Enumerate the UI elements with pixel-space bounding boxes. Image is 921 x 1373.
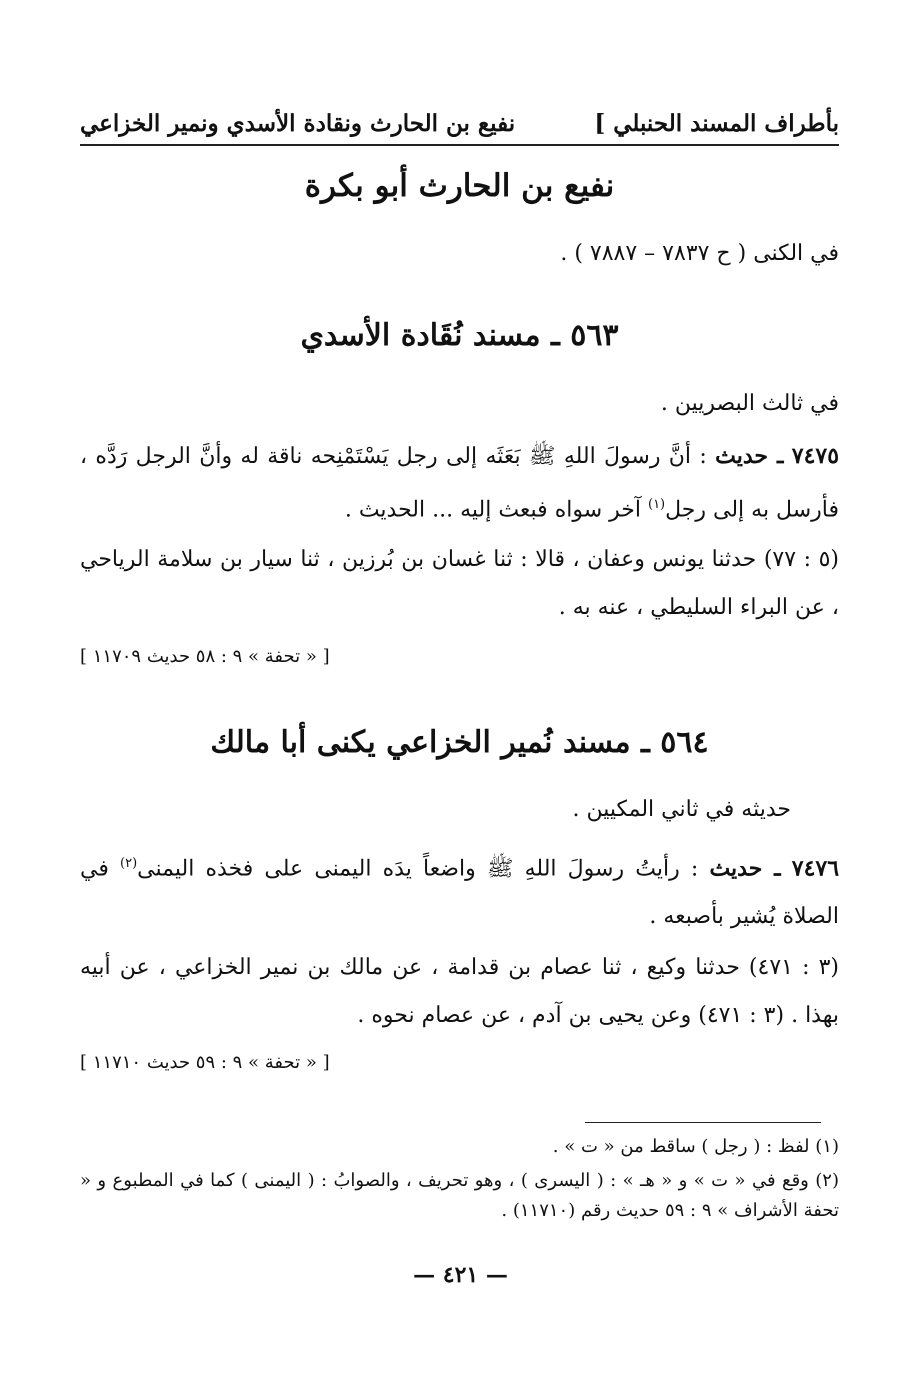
header-book-title: بأطراف المسند الحنبلي ]: [594, 110, 839, 137]
isnad-7475: (٥ : ٧٧) حدثنا يونس وعفان ، قالا : ثنا غسان بن بُرزين ، ثنا سيار بن سلامة الرياحي ، عن البراء السليطي ، عنه به .: [80, 547, 839, 620]
page-number: — ٤٢١ —: [413, 1262, 508, 1288]
hadith-label: ـ حديث: [709, 855, 781, 882]
header-section-title: نفيع بن الحارث ونقادة الأسدي ونمير الخزاعي: [80, 110, 516, 137]
hadith-number: ٧٤٧٦: [791, 855, 840, 882]
hadith-text: : أنَّ رسولَ اللهِ ﷺ بَعَثَه إلى رجل يَسْتَمْنِحه ناقة له وأنَّ الرجل رَدَّه ، فأرسل به إلى رجل: [80, 444, 839, 523]
section-title-numayr: ٥٦٤ ـ مسند نُمير الخزاعي يكنى أبا مالك: [210, 725, 709, 760]
isnad-7476: (٣ : ٤٧١) حدثنا وكيع ، ثنا عصام بن قدامة ، عن مالك بن نمير الخزاعي ، عن أبيه بهذا . (٣ : ٤٧١) وعن يحيى بن آدم ، عن عصام نحوه .: [80, 955, 839, 1028]
hadith-text: : رأيتُ رسولَ اللهِ ﷺ واضعاً يدَه اليمنى على فخذه اليمنى: [137, 856, 699, 882]
tuhfa-reference: [ « تحفة » ٩ : ٥٩ حديث ١١٧١٠ ]: [80, 1052, 330, 1073]
footnote-2: (٢) وقع في « ت » و « هـ » : ( اليسرى ) ، وهو تحريف ، والصوابُ : ( اليمنى ) كما في المطبوع و « تحفة الأشراف » ٩ : ٥٩ حديث رقم (١١٧١٠) .: [80, 1170, 839, 1221]
running-header: [80, 104, 839, 146]
hadith-text-continued: في الصلاة يُشير بأصبعه .: [80, 856, 839, 930]
hadith-7476: [80, 840, 839, 941]
hadith-label: ـ حديث: [715, 443, 784, 469]
kuna-reference: في الكنى ( ح ٧٨٣٧ – ٧٨٨٧ ) .: [560, 241, 839, 266]
footnote-divider: [585, 1122, 821, 1123]
hadith-number: ٧٤٧٥: [791, 443, 840, 469]
footnote-marker[interactable]: (٢): [120, 856, 138, 871]
section-location-note: في ثالث البصريين .: [660, 391, 839, 416]
section-title-nufay: نفيع بن الحارث أبو بكرة: [304, 168, 615, 204]
footnote-marker[interactable]: (١): [647, 497, 666, 512]
hadith-7475: [80, 432, 839, 534]
footnote-1: (١) لفظ : ( رجل ) ساقط من « ت » .: [552, 1136, 839, 1157]
hadith-text-continued: آخر سواه فبعث إليه ... الحديث .: [344, 497, 641, 523]
section-location-note: حديثه في ثاني المكيين .: [572, 797, 791, 822]
section-title-nuqada: ٥٦٣ ـ مسند نُقَادة الأسدي: [300, 318, 619, 353]
tuhfa-reference: [ « تحفة » ٩ : ٥٨ حديث ١١٧٠٩ ]: [80, 646, 330, 667]
